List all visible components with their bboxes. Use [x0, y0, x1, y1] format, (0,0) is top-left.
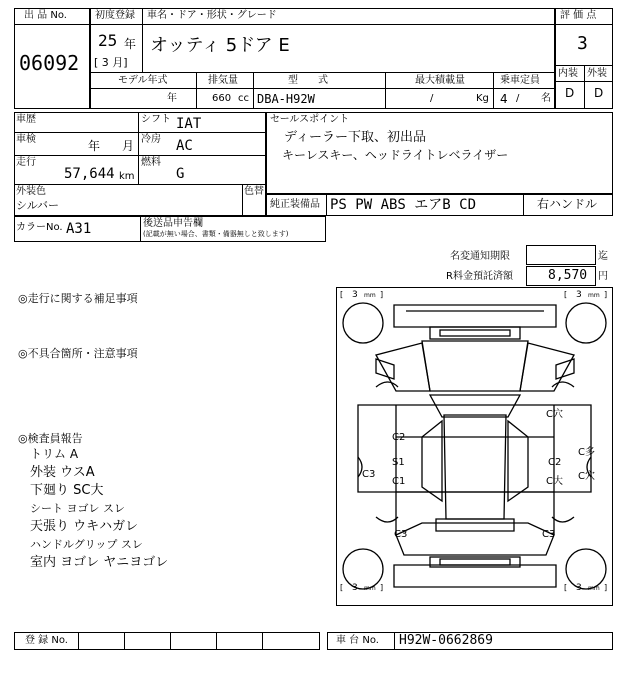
- rating-value: 3: [577, 33, 588, 54]
- rating-label: 評 価 点: [560, 10, 597, 21]
- svg-text:mm: mm: [364, 585, 376, 592]
- capacity-unit: 名: [541, 93, 551, 104]
- name-change-label: 名変通知期限: [450, 251, 510, 262]
- car-name: オッティ 5ドア E: [150, 35, 290, 56]
- svg-text:[: [: [340, 290, 344, 299]
- damage-marks: [362, 407, 595, 540]
- mark-c1-left-rear-door: C1: [392, 476, 406, 487]
- color-no-value: A31: [66, 221, 92, 237]
- tire-depth-rear-left: [340, 583, 383, 593]
- svg-text:[: [: [340, 583, 344, 592]
- chassis-number: H92W-0662869: [399, 633, 493, 648]
- displacement-value: 660: [212, 93, 232, 104]
- driving-notes-label: ◎走行に関する補足事項: [18, 292, 138, 305]
- first-registration-month: [ 3 月]: [94, 56, 128, 69]
- color-value: シルバー: [16, 199, 59, 212]
- tire-rear-left: [343, 549, 383, 589]
- defects-label: ◎不具合箇所・注意事項: [18, 347, 138, 360]
- ac-value: AC: [176, 138, 193, 154]
- sales-point-label: セールスポイント: [270, 114, 350, 125]
- svg-text:mm: mm: [588, 292, 600, 299]
- svg-text:]: ]: [380, 583, 384, 592]
- displacement-label: 排気量: [208, 75, 238, 86]
- mark-c-hole-right-front-door: C穴: [546, 409, 563, 420]
- tire-depth-front-right: [564, 290, 607, 300]
- inspection-month-unit: 月: [122, 139, 135, 153]
- inspector-item-interior: 室内 ヨゴレ ヤニヨゴレ: [30, 555, 169, 570]
- mark-c3-right-rear-fender: C3: [542, 529, 556, 540]
- tire-front-left: [343, 303, 383, 343]
- tire-front-right: [566, 303, 606, 343]
- inspection-label: 車検: [16, 134, 36, 145]
- mileage-value: 57,644: [64, 166, 115, 182]
- docs-label: 後送品申告欄: [143, 218, 203, 229]
- max-load-separator: /: [430, 93, 434, 104]
- chassis-number-label: 車 台 No.: [336, 635, 379, 646]
- first-registration-label: 初度登録: [95, 10, 135, 21]
- capacity-label: 乗車定員: [500, 75, 540, 86]
- shift-label: シフト: [141, 114, 171, 125]
- capacity-value: 4: [500, 92, 508, 106]
- tire-rear-right: [566, 549, 606, 589]
- svg-text:[: [: [564, 583, 568, 592]
- docs-note: (記載が無い場合、書類・備器無しと致します): [143, 230, 289, 238]
- mark-c3-left-body: C3: [362, 469, 376, 480]
- max-load-label: 最大積載量: [415, 75, 465, 86]
- sales-point-2: キーレスキー、ヘッドライトレベライザー: [282, 148, 509, 162]
- recycle-unit: 円: [598, 271, 608, 282]
- exterior-grade: D: [594, 86, 604, 100]
- shift-value: IAT: [176, 116, 202, 132]
- steering-value: 右ハンドル: [537, 197, 598, 211]
- svg-text:[: [: [564, 290, 568, 299]
- history-label: 車歴: [16, 114, 36, 125]
- svg-text:mm: mm: [364, 292, 376, 299]
- svg-text:]: ]: [604, 583, 608, 592]
- inspection-year-unit: 年: [88, 139, 101, 153]
- mark-s1-left-rear-door: S1: [392, 457, 405, 468]
- color-label: 外装色: [16, 186, 46, 197]
- svg-text:]: ]: [380, 290, 384, 299]
- ac-label: 冷房: [141, 134, 161, 145]
- fuel-value: G: [176, 166, 185, 182]
- svg-text:3: 3: [576, 583, 582, 593]
- svg-text:3: 3: [352, 583, 358, 593]
- name-change-field: [526, 245, 596, 265]
- inspector-item-trim: トリム A: [30, 447, 79, 461]
- inspector-item-headliner: 天張り ウキハガレ: [30, 519, 139, 534]
- recolor-label: 色替: [244, 186, 264, 197]
- mark-c2-left-front-door: C2: [392, 432, 406, 443]
- windshield: [430, 395, 520, 417]
- interior-label: 内装: [558, 68, 578, 79]
- max-load-unit: Kg: [476, 93, 489, 104]
- tire-depth-rear-right: [564, 583, 607, 593]
- rear-outline: [396, 523, 554, 555]
- exterior-label: 外装: [587, 68, 607, 79]
- roof: [444, 415, 506, 519]
- hood-outline: [422, 341, 528, 391]
- mark-c3-left-rear-fender: C3: [394, 529, 408, 540]
- first-registration-year: 25: [98, 31, 118, 50]
- displacement-unit: cc: [238, 93, 249, 104]
- car-name-label: 車名・ドア・形状・グレード: [147, 10, 277, 21]
- recycle-label: R料金預託済額: [446, 271, 513, 282]
- equipment-value: PS PW ABS エアB CD: [330, 197, 477, 213]
- model-year-label: モデル年式: [118, 75, 168, 86]
- mileage-label: 走行: [16, 157, 36, 168]
- front-bumper-outline: [394, 305, 556, 327]
- sales-point-1: ディーラー下取、初出品: [284, 130, 426, 145]
- color-no-label: カラーNo.: [16, 222, 63, 233]
- car-damage-diagram: [336, 287, 613, 607]
- inspector-item-underbody: 下廻り SC大: [30, 483, 104, 498]
- svg-text:]: ]: [604, 290, 608, 299]
- svg-text:3: 3: [352, 290, 358, 300]
- equipment-label: 純正装備品: [270, 199, 320, 210]
- model-year-unit: 年: [167, 93, 177, 104]
- inspector-item-grip: ハンドルグリップ スレ: [30, 538, 143, 551]
- inspector-item-exterior: 外装 ウスA: [30, 465, 95, 480]
- lot-number-label: 出 品 No.: [24, 10, 67, 21]
- recycle-value: 8,570: [548, 268, 588, 283]
- name-change-unit: 迄: [598, 251, 608, 262]
- inspector-report-label: ◎検査員報告: [18, 432, 83, 445]
- model-type: DBA-H92W: [257, 92, 315, 106]
- fuel-label: 燃料: [141, 157, 161, 168]
- svg-text:3: 3: [576, 290, 582, 300]
- interior-grade: D: [565, 86, 575, 100]
- mark-c-hole-right-body: C穴: [578, 471, 595, 482]
- capacity-separator: /: [516, 93, 520, 104]
- rear-bumper-outline: [394, 565, 556, 587]
- mileage-unit: km: [119, 171, 135, 182]
- inspector-item-seat: シート ヨゴレ スレ: [30, 502, 125, 515]
- svg-text:mm: mm: [588, 585, 600, 592]
- type-label: 型 式: [288, 75, 328, 86]
- tire-depth-front-left: [340, 290, 383, 300]
- mark-c-large-right-rear-door: C大: [546, 476, 563, 487]
- lot-number: 06092: [19, 51, 80, 75]
- registration-number-label: 登 録 No.: [25, 635, 68, 646]
- mark-c2-right-rear-door: C2: [548, 457, 562, 468]
- year-unit: 年: [124, 37, 137, 51]
- mark-c-many-right-body: C多: [578, 447, 595, 458]
